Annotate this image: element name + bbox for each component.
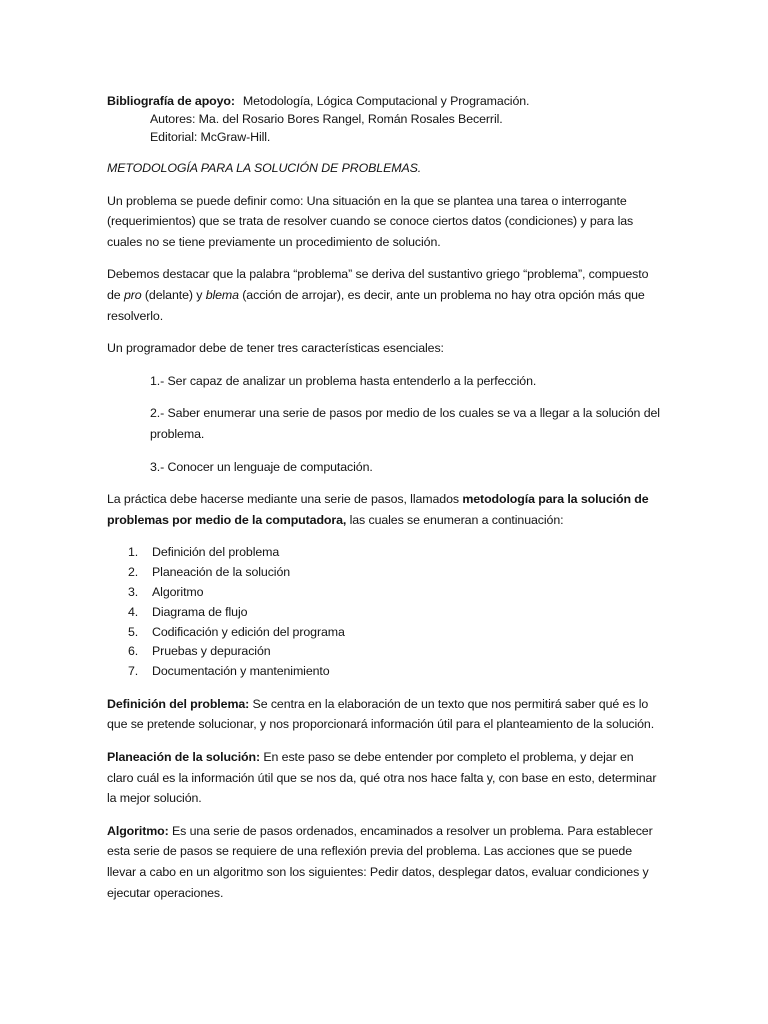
definition-planning-paragraph: Planeación de la solución: En este paso se debe entender por completo el problema, y dejar en claro cuál es la información útil que se nos da, qué otra nos hace falta y, con base en esto, determinar la mejor solución. bbox=[107, 750, 657, 806]
practice-paragraph: La práctica debe hacerse mediante una serie de pasos, llamados metodología para la solución de problemas por medio de la computadora, las cuales se enumeran a continuación: bbox=[107, 492, 649, 527]
etymology-paragraph: Debemos destacar que la palabra “problema” se deriva del sustantivo griego “problema”, compuesto de pro (delante) y blema (acción de arrojar), es decir, ante un problema no hay otra opción más que resolverlo. bbox=[107, 267, 649, 323]
bibliography-heading bbox=[107, 92, 662, 110]
definition-algorithm-paragraph: Algoritmo: Es una serie de pasos ordenados, encaminados a resolver un problema. Para establecer esta serie de pasos se requiere de una reflexión previa del problema. Las acciones que se puede llevar a cabo en un algoritmo son los siguientes: Pedir datos, desplegar datos, evaluar condiciones y ejecutar operaciones. bbox=[107, 823, 653, 900]
bibliography-label: Bibliografía de apoyo: bbox=[107, 94, 235, 108]
list-item: 7. Documentación y mantenimiento bbox=[128, 664, 330, 679]
problem-definition-paragraph: Un problema se puede definir como: Una situación en la que se plantea una tarea o interrogante (requerimientos) que se trata de resolver cuando se conoce ciertos datos (condiciones) y para las cuales no se tiene previamente un procedimiento de solución. bbox=[107, 193, 634, 249]
list-item: 2. Planeación de la solución bbox=[128, 565, 291, 580]
characteristics-list bbox=[107, 371, 662, 477]
bibliography-title: Metodología, Lógica Computacional y Programación. bbox=[242, 94, 530, 108]
characteristic-item: 1.- Ser capaz de analizar un problema hasta entenderlo a la perfección. bbox=[150, 373, 537, 388]
list-item: 6. Pruebas y depuración bbox=[128, 644, 271, 659]
characteristic-item: 3.- Conocer un lenguaje de computación. bbox=[150, 459, 373, 474]
list-item: 3. Algoritmo bbox=[128, 584, 204, 599]
methodology-steps-list bbox=[107, 543, 662, 682]
blema-term: blema bbox=[205, 287, 239, 302]
list-item: 4. Diagrama de flujo bbox=[128, 604, 248, 619]
definition-term: Planeación de la solución: bbox=[107, 750, 261, 765]
definition-problem-paragraph: Definición del problema: Se centra en la elaboración de un texto que nos permitirá saber qué es lo que se pretende solucionar, y nos proporcionará información útil para el planteamiento de la solución. bbox=[107, 696, 655, 732]
definition-term: Algoritmo: bbox=[107, 823, 169, 838]
characteristic-item: 2.- Saber enumerar una serie de pasos por medio de los cuales se va a llegar a la solución del problema. bbox=[150, 406, 660, 441]
section-title: METODOLOGÍA PARA LA SOLUCIÓN DE PROBLEMAS. bbox=[107, 161, 422, 175]
definition-term: Definición del problema: bbox=[107, 696, 250, 711]
methodology-emphasis: metodología para la solución de problemas por medio de la computadora, bbox=[107, 492, 649, 527]
programmer-paragraph: Un programador debe de tener tres características esenciales: bbox=[107, 341, 444, 356]
list-item: 1. Definición del problema bbox=[128, 545, 280, 560]
pro-term: pro bbox=[123, 287, 142, 302]
list-item: 5. Codificación y edición del programa bbox=[128, 624, 345, 639]
bibliography-publisher: Editorial: McGraw-Hill. bbox=[150, 130, 271, 144]
bibliography-authors: Autores: Ma. del Rosario Bores Rangel, Román Rosales Becerril. bbox=[150, 112, 503, 126]
bibliography-block bbox=[107, 92, 662, 146]
